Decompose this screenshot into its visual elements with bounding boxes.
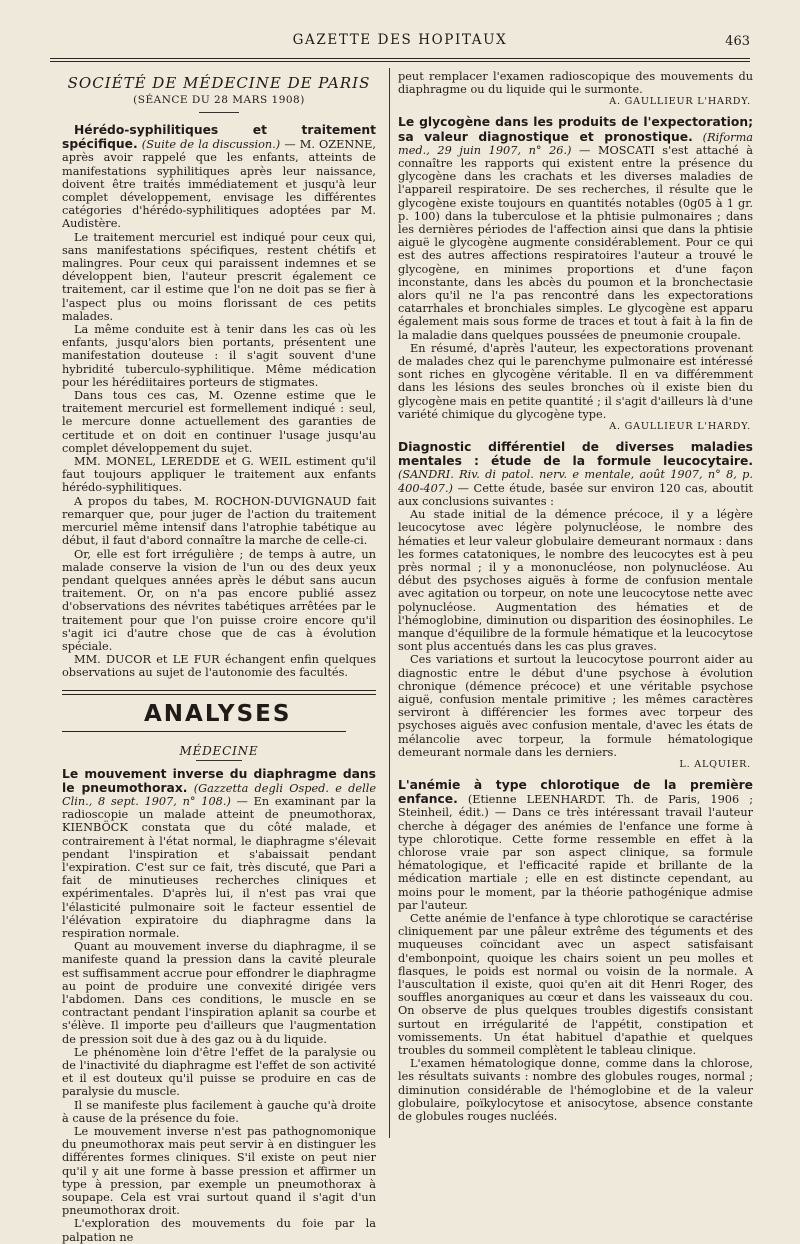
article-heading: Le mouvement inverse du diaphragme dans le pneumothorax. (62, 766, 376, 795)
article-paragraph: Or, elle est fort irrégulière ; de temps à autre, un malade conserve la vision de l'un ou des deux yeux pendant quelques années après le début sans aucun traitement. Or, on n'a pas encore publié assez d'observations des névrites tabétiques arrêtées par le traitement pour que l'on puisse croire encore qu'il s'agit ici d'autre chose que de cas à évolution spéciale. (62, 547, 376, 653)
author-signature: A. GAULLIEUR L'HARDY. (609, 96, 751, 108)
article-citation: (SANDRI. Riv. di patol. nerv. e mentale, août 1907, n° 8, p. 400-407.) (398, 468, 753, 495)
article-paragraph: A propos du tabes, M. ROCHON-DUVIGNAUD fait remarquer que, pour juger de l'action du traitement mercuriel même intensif dans l'atrophie tabétique au début, il faut d'abord connaître la marche de celle-ci. (62, 494, 376, 548)
article-paragraph: Le phénomène loin d'être l'effet de la paralysie ou de l'inactivité du diaphragme est l'effet de son activité et il est douteux qu'il puisse se produire en cas de paralysie du muscle. (62, 1045, 376, 1099)
article-heading: Hérédo-syphilitiques et traitement spécifique. (62, 123, 376, 152)
article-paragraph (62, 123, 376, 231)
subsection-title: MÉDECINE (179, 743, 259, 758)
page-number: 463 (725, 34, 750, 49)
author-signature: A. GAULLIEUR L'HARDY. (609, 421, 751, 433)
article-paragraph: Ces variations et surtout la leucocytose pourront aider au diagnostic entre le début d'une psychose à évolution chronique (démence précoce) et une véritable psychose aiguë, confusion mentale primitive ; les mêmes caractères serviront à différencier les formes avec torpeur des psychoses aiguës avec confusion mentale, d'avec les états de mélancolie avec torpeur, la formule hématologique demeurant normale dans les derniers. (398, 653, 753, 759)
header-rule-lower (50, 61, 750, 62)
section-rule (199, 112, 239, 113)
article-heading: Le glycogène dans les produits de l'expectoration; sa valeur diagnostique et pronostique. (398, 115, 753, 144)
article-paragraph: Dans tous ces cas, M. Ozenne estime que le traitement mercuriel est formellement indiqué : seul, le mercure donne actuellement des garanties de certitude et on doit en continuer l'usage jusqu'au complet développement du sujet. (62, 389, 376, 455)
article-paragraph (398, 778, 753, 912)
article-heading: L'anémie à type chlorotique de la première enfance. (398, 777, 753, 807)
article-paragraph: L'examen hématologique donne, comme dans la chlorose, les résultats suivants : nombre des globules rouges, normal ; diminution considérable de l'hémoglobine et de la valeur globulaire, poïkylocytose et anisocytose, absence constante de globules rouges nucléés. (398, 1057, 753, 1124)
article-paragraph: Quant au mouvement inverse du diaphragme, il se manifeste quand la pression dans la cavité pleurale est suffisamment accrue pour effondrer le diaphragme au point de produire une convexité dirigée vers l'abdomen. Dans ces conditions, le muscle en se contractant pendant l'inspiration aplanit sa courbe et s'élève. Il importe peu d'ailleurs que l'augmentation de pression soit due à des gaz ou à du liquide. (62, 940, 376, 1046)
right-column (398, 70, 753, 1145)
left-column (62, 70, 377, 1244)
journal-title: GAZETTE DES HOPITAUX (292, 32, 508, 48)
article-paragraph: Le mouvement inverse n'est pas pathognomonique du pneumothorax mais peut servir à en distinguer les différentes formes cliniques. S'il existe on peut nier qu'il y ait une forme à basse pression et affirmer un type à pression, par exemple un pneumothorax à soupape. Cela est vrai surtout quand il s'agit d'un pneumothorax droit. (62, 1125, 376, 1218)
seance-date: (SÉANCE DU 28 MARS 1908) (133, 94, 305, 106)
society-title: SOCIÉTÉ DE MÉDECINE DE PARIS (67, 74, 371, 92)
article-paragraph (398, 440, 753, 508)
article-paragraph: MM. MONEL, LEREDDE et G. WEIL estiment qu'il faut toujours appliquer le traitement aux enfants hérédo-syphilitiques. (62, 455, 376, 495)
article-paragraph: MM. DUCOR et LE FUR échangent enfin quelques observations au sujet de l'autonomie des facultés. (62, 653, 376, 680)
subsection-rule (196, 760, 242, 761)
spacer (398, 770, 753, 778)
article-text: — M. OZENNE, après avoir rappelé que les enfants, atteints de manifestations syphilitiques après leur naissance, doivent être traités immédiatement et jusqu'à leur complet développement, envisage les différentes catégories d'hérédo-syphilitiques adoptées par M. Audistère. (62, 138, 376, 231)
article-paragraph: Le traitement mercuriel est indiqué pour ceux qui, sans manifestations spécifiques, restent chétifs et malingres. Pour ceux qui paraissent indemnes et se développent bien, l'auteur prescrit également ce traitement, car il estime que l'on ne doit pas se fier à l'aspect plus ou moins florissant de ces petits malades. (62, 230, 376, 323)
article-heading: Diagnostic différentiel de diverses maladies mentales : étude de la formule leucocytaire. (398, 440, 753, 469)
column-divider (389, 68, 390, 1138)
author-signature: L. ALQUIER. (679, 758, 751, 770)
page-header (50, 32, 750, 56)
article-paragraph: Au stade initial de la démence précoce, il y a légère leucocytose avec légère polynucléose, le nombre des hématies et leur valeur globulaire demeurant normaux : dans les formes catatoniques, le nombre des leucocytes est à peu près normal ; il y a mononucléose, non polynucléose. Au début des psychoses aiguës à forme de confusion mentale avec agitation ou torpeur, on note une leucocytose nette avec polynucléose. Augmentation des hématies et de l'hémoglobine, diminution ou disparition des éosinophiles. Le manque d'équilibre de la formule hématique et la leucocytose sont plus accentués dans les cas plus graves. (398, 508, 753, 654)
analyses-banner (62, 695, 346, 732)
header-rule (50, 58, 750, 59)
article-citation: (Gazzetta degli Osped. e delle Clin., 8 sept. 1907, n° 108.) (62, 781, 377, 808)
article-paragraph: Il se manifeste plus facilement à gauche qu'à droite à cause de la présence du foie. (62, 1098, 376, 1125)
article-paragraph: L'exploration des mouvements du foie par la palpation ne (62, 1217, 376, 1244)
article-citation: (Riforma med., 29 juin 1907, n° 26.) (398, 130, 754, 157)
analyses-title: ANALYSES (144, 700, 292, 727)
article-paragraph (62, 767, 376, 941)
article-paragraph: Cette anémie de l'enfance à type chlorotique se caractérise cliniquement par une pâleur extrême des téguments et des muqueuses coïncidant avec un aspect satisfaisant d'embonpoint, quoique les chairs soient un peu molles et flasques, le poids est normal ou voisin de la normale. A l'auscultation il existe, quoi qu'en ait dit Henri Roger, des souffles anorganiques au cœur et dans les vaisseaux du cou. On observe de plus quelques troubles digestifs consistant surtout en irrégularité de l'appétit, constipation et vomissements. Un état habituel d'apathie et quelques troubles du sommeil complètent le tableau clinique. (398, 911, 753, 1058)
article-citation: (Suite de la discussion.) (141, 138, 281, 152)
spacer (398, 107, 753, 115)
article-paragraph: La même conduite est à tenir dans les cas où les enfants, jusqu'alors bien portants, présentent une manifestation douteuse : il s'agit souvent d'une hybridité tuberculo-syphilitique. Même médication pour les hérédiitaires porteurs de stigmates. (62, 323, 376, 389)
spacer (398, 432, 753, 440)
article-paragraph: peut remplacer l'examen radioscopique des mouvements du diaphragme ou du liquide qui le surmonte. (398, 70, 753, 97)
article-text: — Dans ce très intéressant travail l'auteur cherche à dégager des anémies de l'enfance une forme à type chlorotique. Cette forme ressemble en effet à la chlorose vraie par son aspect clinique, sa formule hématologique, et l'efficacité rapide et brillante de la médication martiale ; elle en est distincte cependant, au moins pour le moment, par la théorie pathogénique admise par l'auteur. (398, 806, 754, 912)
article-text: — Cette étude, basée sur environ 120 cas, aboutit aux conclusions suivantes : (398, 481, 753, 508)
article-text: — En examinant par la radioscopie un malade atteint de pneumothorax, KIENBÖCK constata que du côté malade, et contrairement à l'état normal, le diaphragme s'élevait pendant l'inspiration et s'abaissait pendant l'expiration. C'est sur ce fait, très discuté, que Pari a fait de minutieuses recherches cliniques et expérimentales. D'après lui, il n'est pas vrai que l'élasticité pulmonaire soit le facteur essentiel de l'élévation expiratoire du diaphragme dans la respiration normale. (62, 794, 377, 940)
article-citation: (Etienne LEENHARDT. Th. de Paris, 1906 ; Steinheil, édit.) (398, 793, 753, 820)
article-text: — MOSCATI s'est attaché à connaître les rapports qui existent entre la présence du glycogène dans les crachats et les diverses maladies de l'appareil respiratoire. De ses recherches, il résulte que le glycogène existe toujours en quantités notables (0g05 à 1 gr. p. 100) dans la tuberculose et la phtisie pulmonaires ; dans les dernières périodes de l'affection ainsi que dans la phtisie aiguë le glycogène augmente considérablement. Pour ce qui est des autres affections respiratoires l'auteur a trouvé le glycogène, en minimes proportions et d'une façon inconstante, dans les abcès du poumon et la bronchectasie alors qu'il ne l'a pas rencontré dans les expectorations catarrhales et bronchiales simples. Le glycogène est apparu également mais sous forme de traces et tout à fait à la fin de la maladie dans quelques poussées de pneumonie croupale. (398, 143, 753, 342)
article-paragraph: En résumé, d'après l'auteur, les expectorations provenant de malades chez qui le parenchyme pulmonaire est intéressé sont riches en glycogène véritable. Il en va différemment dans les lésions des seules bronches où il existe bien du glycogène mais en petite quantité ; il s'agit d'ailleurs là d'une variété chimique du glycogène type. (398, 341, 753, 421)
article-paragraph (398, 115, 753, 341)
